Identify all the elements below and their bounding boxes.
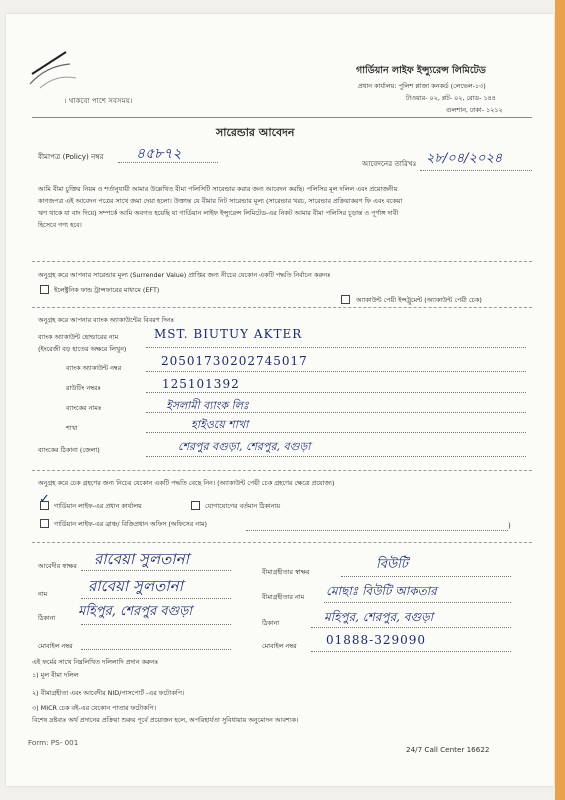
applicant-address-label: ঠিকানা xyxy=(38,614,56,622)
head-office-label: গার্ডিয়ান লাইফ-এর প্রধান কার্যালয় xyxy=(54,502,142,510)
applicant-signature[interactable]: রাবেয়া সুলতানা xyxy=(94,550,189,568)
routing-label: রাউটিং নম্বরঃ xyxy=(66,384,101,392)
insured-mobile-value[interactable]: 01888-329090 xyxy=(326,633,427,647)
scan-edge xyxy=(555,0,565,800)
date-label: আবেদনের তারিখঃ xyxy=(362,159,417,168)
account-name-value[interactable]: MST. BIUTUY AKTER xyxy=(154,327,303,341)
bank-name-label: ব্যাংকের নামঃ xyxy=(66,404,102,412)
insured-name-value[interactable]: মোছাঃ বিউটি আকতার xyxy=(326,584,437,598)
header-divider xyxy=(32,117,532,118)
form-title: সারেন্ডার আবেদন xyxy=(216,126,295,139)
declaration-line-2: কাগজপত্র এই আবেদন পত্রের সাথে জমা দেয়া হলো। উক্তান্ত যে বীমার নিট সারেন্ডার মূল্য (সারেন্ডার খরচ, সারেন্ডার প্রক্রিয়াকরণ ফি এবং বকেয়া xyxy=(38,197,403,205)
witness-sig-label: বীমাগ্রহীতার স্বাক্ষর xyxy=(262,568,310,576)
call-center: 24/7 Call Center 16622 xyxy=(406,745,490,754)
applicant-name-value[interactable]: রাবেয়া সুলতানা xyxy=(88,577,183,595)
bank-name-value[interactable]: ইসলামী ব্যাংক লিঃ xyxy=(166,399,249,412)
declaration-line-1: আমি বীমা চুক্তির নিয়ম ও শর্তানুযায়ী আমার উল্লেখিত বীমা পলিসিটি সারেন্ডার করার জন্য আবেদন করছি। পলিসির মূল দলিল এবং প্রয়োজনীয় xyxy=(38,185,398,193)
bank-instruction: অনুগ্রহ করে আপনার ব্যাংক অ্যাকাউন্টের বিবরণ দিনঃ xyxy=(38,316,175,324)
insured-mobile-label: মোবাইল নম্বর xyxy=(262,642,297,650)
form-code: Form: PS- 001 xyxy=(28,738,79,747)
policy-number[interactable]: ৪৫৮৭২ xyxy=(136,146,182,162)
guardian-logo-icon xyxy=(26,44,116,94)
eft-checkbox[interactable] xyxy=(40,285,49,294)
date-value[interactable]: ২৮/০৪/২০২৪ xyxy=(426,151,503,166)
delivery-instruction: অনুগ্রহ করে চেক গ্রহণের জন্য নিচের যেকোন একটি পদ্ধতি বেছে নিন। (অ্যাকাউন্ট পেয়ী চেক গ্রহণের ক্ষেত্রে প্রযোজ্য) xyxy=(38,479,335,487)
attachment-item-1: ১) মূল বীমা দলিল xyxy=(32,671,79,679)
eft-option-label: ইলেক্ট্রনিক ফান্ড ট্রান্সফারের মাধ্যমে (EFT) xyxy=(54,286,160,294)
branch-label: শাখা xyxy=(66,424,78,432)
document-page: । থাকবো পাশে সবসময়। গার্ডিয়ান লাইফ ইন্স্যুরেন্স লিমিটেড প্রধান কার্যালয়: পুলিশ প্লাজা কনকর্ড (লেভেল-১৩) টাওয়ার- ০২, প্লট- ০২, রোড- ১৪৪ গুলশান, ঢাকা- ১২১২ সারেন্ডার আবেদন বীমাপত্র (Policy) নম্বর ৪৫৮৭২ আবেদনের তারিখঃ ২৮/০৪/২০২৪ আমি বীমা চুক্তির নিয়ম ও শর্তানুযায়ী আমার উল্লেখিত বীমা পলিসিটি সারেন্ডার করার জন্য আবেদন করছি। পলিসির মূল দলিল এবং প্রয়োজনীয় কাগজপত্র এই আবেদন পত্রের সাথে জমা দেয়া হলো। উক্তান্ত যে বীমার নিট সারেন্ডার মূল্য (সারেন্ডার খরচ, সারেন্ডার প্রক্রিয়াকরণ ফি এবং বকেয়া ঋণ থাকে যা বাদ দিয়ে) সম্পর্কে আমি অবগত হয়েছি যা গার্ডিয়ান লাইফ ইন্স্যুরেন্স লিমিটেড-এর নিকট আমার বীমা পলিসির চূড়ান্ত ও পূর্ণাঙ্গ দাবী হিসেবে গণ্য হবে। অনুগ্রহ করে আপনার সারেন্ডার মূল্য (Surrender Value) প্রাপ্তির জন্য নীচের যেকোন একটি পদ্ধতি নির্বাচন করুনঃ ইলেক্ট্রনিক ফান্ড ট্রান্সফারের মাধ্যমে (EFT) অ্যাকাউন্ট পেয়ী ইন্সট্রুমেন্ট (অ্যাকাউন্ট পেয়ী চেক) অনুগ্রহ করে আপনার ব্যাংক অ্যাকাউন্টের বিবরণ দিনঃ ব্যাংক অ্যাকাউন্ট হোল্ডারের নাম (ইংরেজী বড় হাতের অক্ষরে লিখুন) MST. BIUTUY AKTER ব্যাংক অ্যাকাউন্ট নম্বর 20501730202745017 রাউটিং নম্বরঃ 125101392 ব্যাংকের নামঃ ইসলামী ব্যাংক লিঃ শাখা হাইওয়ে শাখা ব্যাংকের ঠিকানা (জেলা) শেরপুর বগুড়া, শেরপুর, বগুড়া অনুগ্রহ করে চেক গ্রহণের জন্য নিচের যেকোন একটি পদ্ধতি বেছে নিন। (অ্যাকাউন্ট পেয়ী চেক গ্রহণের ক্ষেত্রে প্রযোজ্য) ✓ গার্ডিয়ান লাইফ-এর প্রধান কার্যালয় যোগাযোগের বর্তমান ঠিকানায় গার্ডিয়ান লাইফ-এর ব্রাঞ্চ/ বিক্রিপ্রধান অফিস (অফিসের নাম) ) আবেদীর স্বাক্ষর রাবেয়া সুলতানা নাম রাবেয়া সুলতানা ঠিকানা মহিপুর, শেরপুর বগুড়া মোবাইল নম্বর বীমাগ্রহীতার স্বাক্ষর বিউটি বীমাগ্রহীতার নাম মোছাঃ বিউটি আকতার ঠিকানা মহিপুর, শেরপুর, বগুড়া মোবাইল নম্বর 01888-329090 এই ফর্মের সাথে নিম্নলিখিত দলিলাদি প্রদান করুনঃ ১) মূল বীমা দলিল ২) বীমাগ্রহীতা এবং আবেদীর NID/পাসপোর্ট -এর ফটোকপি। ৩) MICR চেক বই-এর যেকোন পাতার ফটোকপি। বিশেষ দ্রষ্টব্যঃ অর্থ প্রদানের প্রক্রিয়া শুরুর পূর্বে প্রয়োজন হলে, অপরিহার্যতা সুবিধায়ায় অনুমোদন আবশ্যক। Form: PS- 001 24/7 Call Center 16622 xyxy=(6,14,554,786)
applicant-sig-label: আবেদীর স্বাক্ষর xyxy=(38,562,77,570)
attachments-title: এই ফর্মের সাথে নিম্নলিখিত দলিলাদি প্রদান করুনঃ xyxy=(32,658,159,666)
declaration-line-3: ঋণ থাকে যা বাদ দিয়ে) সম্পর্কে আমি অবগত হয়েছি যা গার্ডিয়ান লাইফ ইন্স্যুরেন্স লিমিটেড-এর নিকট আমার বীমা পলিসির চূড়ান্ত ও পূর্ণাঙ্গ দাবী xyxy=(38,209,399,217)
account-number-value[interactable]: 20501730202745017 xyxy=(161,354,308,368)
address-line-3: গুলশান, ঢাকা- ১২১২ xyxy=(446,106,503,114)
account-name-label: ব্যাংক অ্যাকাউন্ট হোল্ডারের নাম xyxy=(38,333,119,341)
address-line-1: প্রধান কার্যালয়: পুলিশ প্লাজা কনকর্ড (লেভেল-১৩) xyxy=(358,82,486,90)
applicant-mobile-label: মোবাইল নম্বর xyxy=(38,642,73,650)
special-note: বিশেষ দ্রষ্টব্যঃ অর্থ প্রদানের প্রক্রিয়া শুরুর পূর্বে প্রয়োজন হলে, অপরিহার্যতা সুবিধায়ায় অনুমোদন আবশ্যক। xyxy=(32,716,299,724)
insured-address-label: ঠিকানা xyxy=(262,619,280,627)
payment-instruction: অনুগ্রহ করে আপনার সারেন্ডার মূল্য (Surrender Value) প্রাপ্তির জন্য নীচের যেকোন একটি পদ্ধতি নির্বাচন করুনঃ xyxy=(38,271,331,279)
current-address-checkbox[interactable] xyxy=(191,501,200,510)
bank-address-label: ব্যাংকের ঠিকানা (জেলা) xyxy=(38,446,100,454)
checkmark-icon: ✓ xyxy=(39,492,50,507)
policy-label: বীমাপত্র (Policy) নম্বর xyxy=(38,152,104,161)
branch-value[interactable]: হাইওয়ে শাখা xyxy=(191,418,249,431)
address-line-2: টাওয়ার- ০২, প্লট- ০২, রোড- ১৪৪ xyxy=(406,94,496,102)
routing-value[interactable]: 125101392 xyxy=(162,377,240,391)
applicant-name-label: নাম xyxy=(38,590,48,598)
current-address-label: যোগাযোগের বর্তমান ঠিকানায় xyxy=(205,502,281,510)
cheque-option-label: অ্যাকাউন্ট পেয়ী ইন্সট্রুমেন্ট (অ্যাকাউন্ট পেয়ী চেক) xyxy=(356,296,482,304)
insured-name-label: বীমাগ্রহীতার নাম xyxy=(262,593,305,601)
company-name: গার্ডিয়ান লাইফ ইন্স্যুরেন্স লিমিটেড xyxy=(356,65,486,76)
applicant-address-value[interactable]: মহিপুর, শেরপুর বগুড়া xyxy=(78,604,193,619)
branch-office-label: গার্ডিয়ান লাইফ-এর ব্রাঞ্চ/ বিক্রিপ্রধান অফিস (অফিসের নাম) xyxy=(54,520,207,528)
bank-address-value[interactable]: শেরপুর বগুড়া, শেরপুর, বগুড়া xyxy=(178,440,311,453)
branch-office-checkbox[interactable] xyxy=(40,519,49,528)
witness-signature[interactable]: বিউটি xyxy=(376,557,408,572)
account-name-note: (ইংরেজী বড় হাতের অক্ষরে লিখুন) xyxy=(38,345,127,353)
account-number-label: ব্যাংক অ্যাকাউন্ট নম্বর xyxy=(66,364,122,372)
insured-address-value[interactable]: মহিপুর, শেরপুর, বগুড়া xyxy=(324,610,434,624)
declaration-line-4: হিসেবে গণ্য হবে। xyxy=(38,221,82,229)
tagline: । থাকবো পাশে সবসময়। xyxy=(64,96,133,105)
cheque-checkbox[interactable] xyxy=(341,295,350,304)
attachment-item-3: ৩) MICR চেক বই-এর যেকোন পাতার ফটোকপি। xyxy=(32,704,157,712)
attachment-item-2: ২) বীমাগ্রহীতা এবং আবেদীর NID/পাসপোর্ট -এর ফটোকপি। xyxy=(32,689,185,697)
